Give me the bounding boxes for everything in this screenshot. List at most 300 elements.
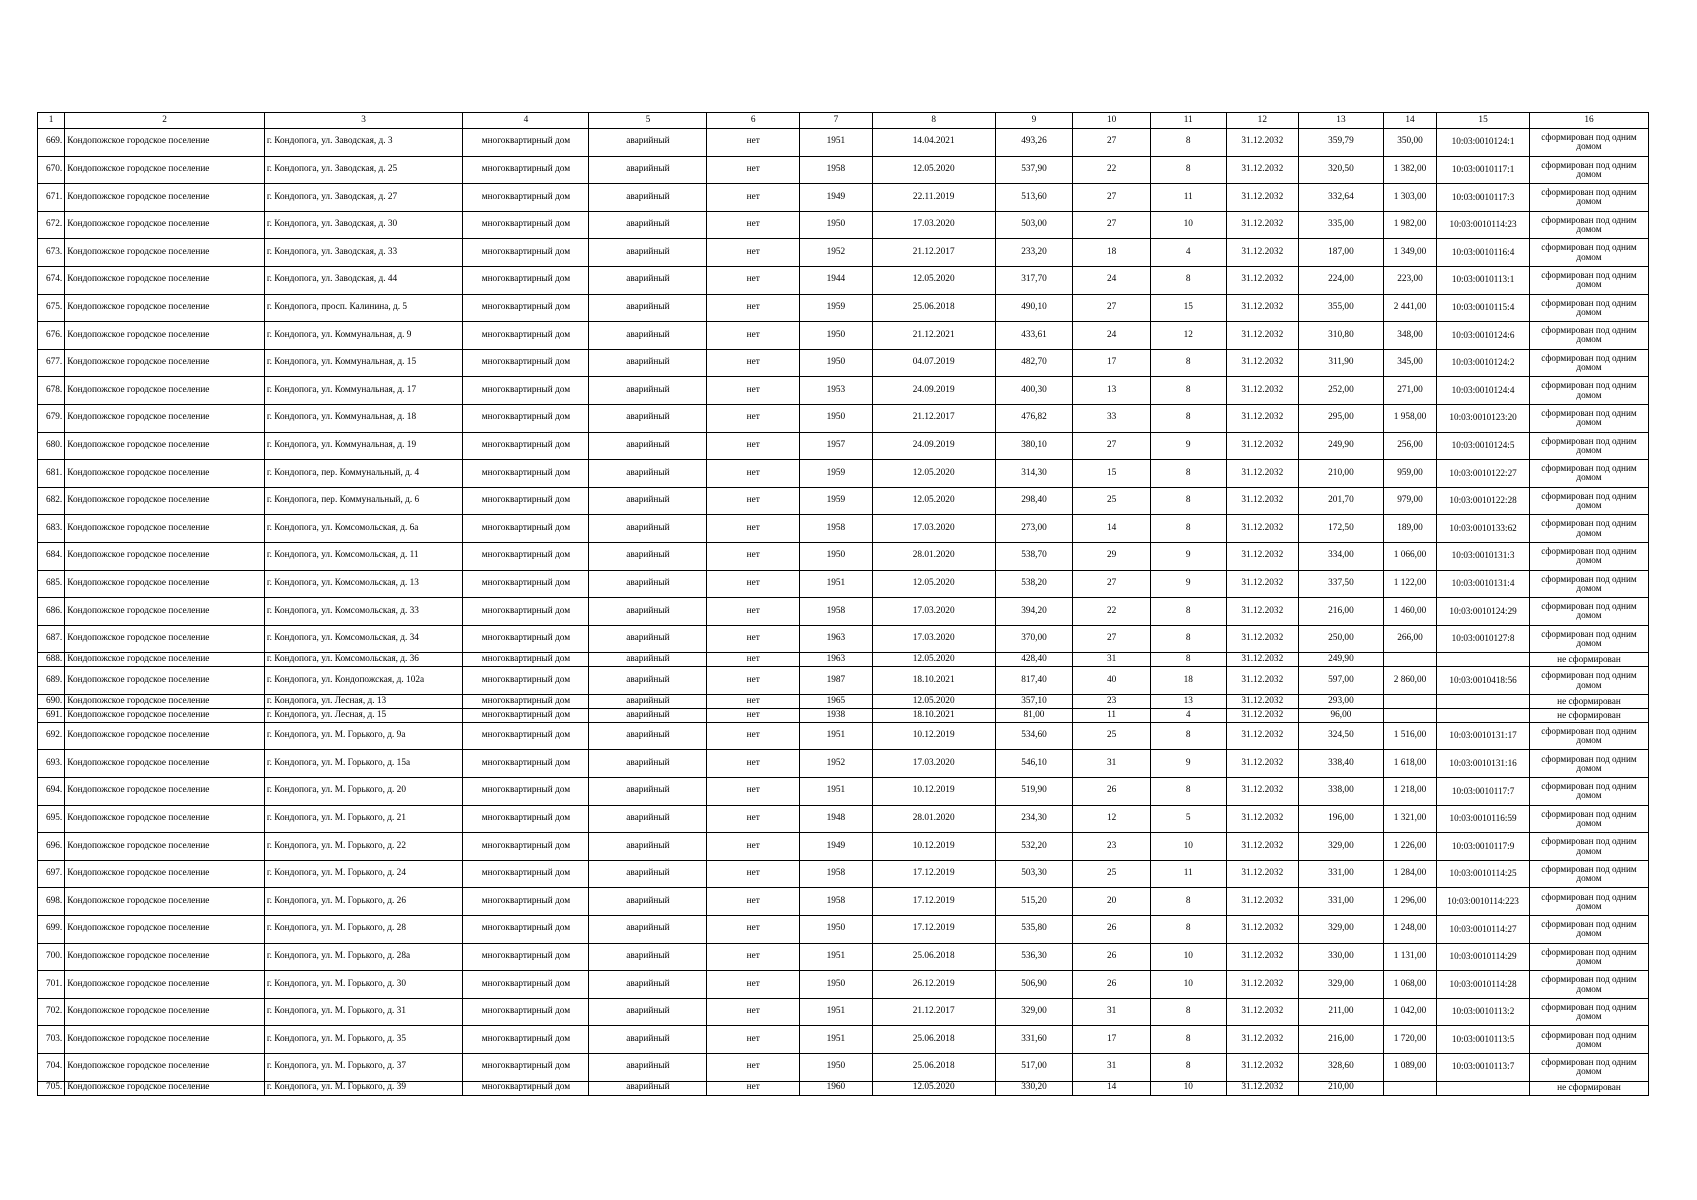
table-cell: Кондопожское городское поселение xyxy=(65,515,265,543)
table-cell: г. Кондопога, ул. Заводская, д. 33 xyxy=(264,239,463,267)
table-cell: сформирован под одним домом xyxy=(1529,943,1648,971)
table-cell: Кондопожское городское поселение xyxy=(65,805,265,833)
table-cell: 1948 xyxy=(800,805,873,833)
table-cell: 10 xyxy=(1150,943,1226,971)
table-cell: многоквартирный дом xyxy=(463,778,589,806)
column-number-cell: 3 xyxy=(264,113,463,129)
column-number-cell: 10 xyxy=(1073,113,1151,129)
table-cell: сформирован под одним домом xyxy=(1529,211,1648,239)
table-cell: 31.12.2032 xyxy=(1226,404,1299,432)
table-cell: 428,40 xyxy=(995,653,1073,667)
table-cell: 1965 xyxy=(800,694,873,708)
table-row xyxy=(38,833,1649,861)
table-cell: 12.05.2020 xyxy=(872,694,995,708)
table-cell: 10 xyxy=(1150,211,1226,239)
table-cell: нет xyxy=(707,833,800,861)
table-cell: 12.05.2020 xyxy=(872,570,995,598)
table-cell: аварийный xyxy=(589,460,707,488)
table-cell: 1950 xyxy=(800,542,873,570)
table-cell: 31.12.2032 xyxy=(1226,294,1299,322)
table-cell: нет xyxy=(707,860,800,888)
table-cell: 697. xyxy=(38,860,65,888)
table-cell: 394,20 xyxy=(995,598,1073,626)
table-cell: 29 xyxy=(1073,542,1151,570)
table-row xyxy=(38,570,1649,598)
table-cell: 13 xyxy=(1150,694,1226,708)
table-cell: 10:03:0010117:9 xyxy=(1437,833,1530,861)
table-cell: Кондопожское городское поселение xyxy=(65,487,265,515)
table-cell: 252,00 xyxy=(1299,377,1384,405)
table-cell xyxy=(1437,1081,1530,1095)
table-cell: многоквартирный дом xyxy=(463,750,589,778)
table-cell: нет xyxy=(707,129,800,157)
table-cell: 8 xyxy=(1150,653,1226,667)
table-cell: 10:03:0010124:29 xyxy=(1437,598,1530,626)
table-cell: 687. xyxy=(38,625,65,653)
table-cell: сформирован под одним домом xyxy=(1529,542,1648,570)
table-cell: 27 xyxy=(1073,625,1151,653)
table-cell: 546,10 xyxy=(995,750,1073,778)
table-cell: аварийный xyxy=(589,239,707,267)
table-cell: 17.03.2020 xyxy=(872,625,995,653)
table-cell: нет xyxy=(707,515,800,543)
table-cell xyxy=(1437,694,1530,708)
table-cell: 14 xyxy=(1073,515,1151,543)
table-cell: не сформирован xyxy=(1529,708,1648,722)
table-cell: 1 296,00 xyxy=(1383,888,1436,916)
table-cell: 256,00 xyxy=(1383,432,1436,460)
table-cell: 31.12.2032 xyxy=(1226,998,1299,1026)
table-cell: 11 xyxy=(1073,708,1151,722)
table-cell: 12.05.2020 xyxy=(872,460,995,488)
column-number-cell: 11 xyxy=(1150,113,1226,129)
table-cell: сформирован под одним домом xyxy=(1529,515,1648,543)
table-cell: нет xyxy=(707,653,800,667)
table-cell: 1 618,00 xyxy=(1383,750,1436,778)
table-cell: 298,40 xyxy=(995,487,1073,515)
table-cell: 25 xyxy=(1073,487,1151,515)
table-cell: 1 460,00 xyxy=(1383,598,1436,626)
table-cell: 24 xyxy=(1073,266,1151,294)
table-cell: аварийный xyxy=(589,750,707,778)
table-row xyxy=(38,1026,1649,1054)
table-cell: сформирован под одним домом xyxy=(1529,349,1648,377)
table-cell: 8 xyxy=(1150,625,1226,653)
table-cell: 33 xyxy=(1073,404,1151,432)
table-cell: 1951 xyxy=(800,1026,873,1054)
table-cell: аварийный xyxy=(589,625,707,653)
table-cell: нет xyxy=(707,349,800,377)
table-cell: аварийный xyxy=(589,998,707,1026)
table-cell: Кондопожское городское поселение xyxy=(65,542,265,570)
table-cell: г. Кондопога, ул. Коммунальная, д. 17 xyxy=(264,377,463,405)
table-cell: нет xyxy=(707,805,800,833)
table-cell: 10:03:0010113:5 xyxy=(1437,1026,1530,1054)
table-cell: 31.12.2032 xyxy=(1226,943,1299,971)
table-cell: нет xyxy=(707,570,800,598)
table-cell: 20 xyxy=(1073,888,1151,916)
table-cell: многоквартирный дом xyxy=(463,971,589,999)
table-cell: аварийный xyxy=(589,515,707,543)
table-cell: г. Кондопога, ул. М. Горького, д. 35 xyxy=(264,1026,463,1054)
table-cell: 31.12.2032 xyxy=(1226,750,1299,778)
table-cell: 1950 xyxy=(800,322,873,350)
table-cell: 335,00 xyxy=(1299,211,1384,239)
table-cell: Кондопожское городское поселение xyxy=(65,1026,265,1054)
table-cell: 25 xyxy=(1073,860,1151,888)
table-row xyxy=(38,266,1649,294)
table-cell: многоквартирный дом xyxy=(463,211,589,239)
table-cell xyxy=(1437,653,1530,667)
table-cell: нет xyxy=(707,888,800,916)
table-cell: 10:03:0010117:7 xyxy=(1437,778,1530,806)
table-cell: 345,00 xyxy=(1383,349,1436,377)
table-cell: многоквартирный дом xyxy=(463,667,589,695)
table-cell xyxy=(1383,708,1436,722)
table-cell: 11 xyxy=(1150,184,1226,212)
table-cell: многоквартирный дом xyxy=(463,722,589,750)
table-cell: 1950 xyxy=(800,404,873,432)
table-cell: 10:03:0010116:59 xyxy=(1437,805,1530,833)
table-row xyxy=(38,667,1649,695)
table-cell: сформирован под одним домом xyxy=(1529,833,1648,861)
table-cell: многоквартирный дом xyxy=(463,266,589,294)
table-cell: 17 xyxy=(1073,1026,1151,1054)
table-cell: 1959 xyxy=(800,487,873,515)
table-cell: 328,60 xyxy=(1299,1054,1384,1082)
table-row xyxy=(38,432,1649,460)
table-cell: 329,00 xyxy=(1299,833,1384,861)
column-number-cell: 15 xyxy=(1437,113,1530,129)
table-cell: 688. xyxy=(38,653,65,667)
table-cell: аварийный xyxy=(589,570,707,598)
table-cell: 1958 xyxy=(800,598,873,626)
table-cell: аварийный xyxy=(589,156,707,184)
table-cell: многоквартирный дом xyxy=(463,1081,589,1095)
table-cell: 31.12.2032 xyxy=(1226,708,1299,722)
table-cell: 334,00 xyxy=(1299,542,1384,570)
table-cell: 233,20 xyxy=(995,239,1073,267)
table-cell: аварийный xyxy=(589,1081,707,1095)
table-cell: многоквартирный дом xyxy=(463,156,589,184)
table-cell: аварийный xyxy=(589,1054,707,1082)
table-cell: аварийный xyxy=(589,653,707,667)
table-cell: 1959 xyxy=(800,294,873,322)
table-cell: сформирован под одним домом xyxy=(1529,722,1648,750)
table-cell: 172,50 xyxy=(1299,515,1384,543)
table-cell: 10 xyxy=(1150,1081,1226,1095)
table-cell: г. Кондопога, ул. Коммунальная, д. 9 xyxy=(264,322,463,350)
table-cell: 10:03:0010114:28 xyxy=(1437,971,1530,999)
table-row xyxy=(38,943,1649,971)
table-cell: 515,20 xyxy=(995,888,1073,916)
table-cell: 31.12.2032 xyxy=(1226,653,1299,667)
table-cell: нет xyxy=(707,460,800,488)
table-cell: 31.12.2032 xyxy=(1226,460,1299,488)
table-cell: 348,00 xyxy=(1383,322,1436,350)
table-row xyxy=(38,515,1649,543)
table-cell: 506,90 xyxy=(995,971,1073,999)
table-cell xyxy=(1383,694,1436,708)
table-cell: 8 xyxy=(1150,156,1226,184)
table-cell: Кондопожское городское поселение xyxy=(65,349,265,377)
table-cell: 330,20 xyxy=(995,1081,1073,1095)
table-cell: 10:03:0010116:4 xyxy=(1437,239,1530,267)
column-number-cell: 12 xyxy=(1226,113,1299,129)
table-cell: 329,00 xyxy=(1299,971,1384,999)
table-cell: г. Кондопога, ул. Заводская, д. 30 xyxy=(264,211,463,239)
table-cell: 370,00 xyxy=(995,625,1073,653)
table-cell: нет xyxy=(707,722,800,750)
table-cell: 2 441,00 xyxy=(1383,294,1436,322)
table-cell: 31.12.2032 xyxy=(1226,487,1299,515)
table-cell: 31.12.2032 xyxy=(1226,129,1299,157)
table-cell: 31.12.2032 xyxy=(1226,598,1299,626)
table-cell: Кондопожское городское поселение xyxy=(65,860,265,888)
table-cell: 26.12.2019 xyxy=(872,971,995,999)
table-cell: Кондопожское городское поселение xyxy=(65,750,265,778)
table-cell: 271,00 xyxy=(1383,377,1436,405)
table-cell: 21.12.2017 xyxy=(872,998,995,1026)
table-cell: 1 248,00 xyxy=(1383,916,1436,944)
table-cell: 705. xyxy=(38,1081,65,1095)
table-cell: 338,40 xyxy=(1299,750,1384,778)
table-cell: сформирован под одним домом xyxy=(1529,294,1648,322)
table-cell: 04.07.2019 xyxy=(872,349,995,377)
table-cell: 1 218,00 xyxy=(1383,778,1436,806)
table-cell: 10:03:0010124:6 xyxy=(1437,322,1530,350)
table-cell: г. Кондопога, ул. Комсомольская, д. 13 xyxy=(264,570,463,598)
table-cell: многоквартирный дом xyxy=(463,833,589,861)
table-row xyxy=(38,694,1649,708)
table-cell: 31.12.2032 xyxy=(1226,239,1299,267)
table-cell: 1949 xyxy=(800,184,873,212)
table-cell: нет xyxy=(707,432,800,460)
table-row xyxy=(38,156,1649,184)
table-cell: 692. xyxy=(38,722,65,750)
table-cell: аварийный xyxy=(589,1026,707,1054)
table-cell: г. Кондопога, ул. М. Горького, д. 39 xyxy=(264,1081,463,1095)
table-cell: сформирован под одним домом xyxy=(1529,598,1648,626)
table-cell: нет xyxy=(707,542,800,570)
table-row xyxy=(38,294,1649,322)
table-cell: Кондопожское городское поселение xyxy=(65,1081,265,1095)
table-cell: нет xyxy=(707,694,800,708)
table-cell: 22 xyxy=(1073,156,1151,184)
table-cell: 337,50 xyxy=(1299,570,1384,598)
table-cell: г. Кондопога, ул. М. Горького, д. 21 xyxy=(264,805,463,833)
table-row xyxy=(38,542,1649,570)
table-cell: сформирован под одним домом xyxy=(1529,805,1648,833)
table-cell: 26 xyxy=(1073,971,1151,999)
table-cell: 22.11.2019 xyxy=(872,184,995,212)
table-row xyxy=(38,916,1649,944)
table-cell: 249,90 xyxy=(1299,653,1384,667)
table-cell: 490,10 xyxy=(995,294,1073,322)
table-cell: 1952 xyxy=(800,750,873,778)
table-cell: 10.12.2019 xyxy=(872,722,995,750)
table-cell: многоквартирный дом xyxy=(463,653,589,667)
table-cell: 689. xyxy=(38,667,65,695)
column-number-cell: 14 xyxy=(1383,113,1436,129)
table-cell: 12.05.2020 xyxy=(872,653,995,667)
table-cell: 1951 xyxy=(800,570,873,598)
table-cell: 670. xyxy=(38,156,65,184)
table-cell: 330,00 xyxy=(1299,943,1384,971)
table-cell: 1951 xyxy=(800,722,873,750)
table-cell: многоквартирный дом xyxy=(463,598,589,626)
table-cell: 26 xyxy=(1073,916,1151,944)
table-cell: 1963 xyxy=(800,625,873,653)
table-cell: аварийный xyxy=(589,694,707,708)
table-cell: 196,00 xyxy=(1299,805,1384,833)
table-cell: 1950 xyxy=(800,211,873,239)
table-cell: 8 xyxy=(1150,998,1226,1026)
table-cell: аварийный xyxy=(589,943,707,971)
table-cell: аварийный xyxy=(589,833,707,861)
table-cell: 216,00 xyxy=(1299,1026,1384,1054)
table-row xyxy=(38,322,1649,350)
column-number-row xyxy=(38,113,1649,129)
table-cell: 210,00 xyxy=(1299,1081,1384,1095)
table-cell: Кондопожское городское поселение xyxy=(65,211,265,239)
table-cell: 31.12.2032 xyxy=(1226,694,1299,708)
table-cell: 31.12.2032 xyxy=(1226,156,1299,184)
table-cell: 1 066,00 xyxy=(1383,542,1436,570)
table-cell: Кондопожское городское поселение xyxy=(65,943,265,971)
table-cell: многоквартирный дом xyxy=(463,294,589,322)
table-cell: 12 xyxy=(1073,805,1151,833)
table-cell: 1958 xyxy=(800,156,873,184)
table-cell: 400,30 xyxy=(995,377,1073,405)
table-cell: аварийный xyxy=(589,404,707,432)
table-cell: Кондопожское городское поселение xyxy=(65,708,265,722)
table-cell: 31.12.2032 xyxy=(1226,860,1299,888)
table-cell: 1 226,00 xyxy=(1383,833,1436,861)
table-cell: 672. xyxy=(38,211,65,239)
table-cell: 671. xyxy=(38,184,65,212)
table-cell: 1957 xyxy=(800,432,873,460)
table-cell: Кондопожское городское поселение xyxy=(65,694,265,708)
table-cell: 10:03:0010117:1 xyxy=(1437,156,1530,184)
table-cell: нет xyxy=(707,377,800,405)
table-cell: 331,00 xyxy=(1299,888,1384,916)
table-cell: 15 xyxy=(1073,460,1151,488)
table-cell: 538,70 xyxy=(995,542,1073,570)
table-cell: 10:03:0010113:7 xyxy=(1437,1054,1530,1082)
table-cell: многоквартирный дом xyxy=(463,515,589,543)
table-cell: 701. xyxy=(38,971,65,999)
table-cell: нет xyxy=(707,156,800,184)
table-cell: 1 958,00 xyxy=(1383,404,1436,432)
table-row xyxy=(38,404,1649,432)
table-cell: 535,80 xyxy=(995,916,1073,944)
table-cell: аварийный xyxy=(589,377,707,405)
table-cell: г. Кондопога, ул. Заводская, д. 3 xyxy=(264,129,463,157)
table-cell: Кондопожское городское поселение xyxy=(65,971,265,999)
table-cell: 81,00 xyxy=(995,708,1073,722)
table-cell: 355,00 xyxy=(1299,294,1384,322)
table-cell: многоквартирный дом xyxy=(463,998,589,1026)
table-row xyxy=(38,860,1649,888)
table-cell: г. Кондопога, ул. М. Горького, д. 20 xyxy=(264,778,463,806)
table-cell: 10 xyxy=(1150,971,1226,999)
table-cell: г. Кондопога, ул. М. Горького, д. 9а xyxy=(264,722,463,750)
table-cell: 476,82 xyxy=(995,404,1073,432)
table-cell: 249,90 xyxy=(1299,432,1384,460)
table-row xyxy=(38,998,1649,1026)
table-cell: 702. xyxy=(38,998,65,1026)
table-cell: г. Кондопога, ул. Комсомольская, д. 11 xyxy=(264,542,463,570)
table-cell: 680. xyxy=(38,432,65,460)
table-cell: многоквартирный дом xyxy=(463,708,589,722)
table-cell: 18 xyxy=(1150,667,1226,695)
table-cell: 31.12.2032 xyxy=(1226,971,1299,999)
table-cell: сформирован под одним домом xyxy=(1529,432,1648,460)
table-cell: 1958 xyxy=(800,515,873,543)
table-cell: 1 042,00 xyxy=(1383,998,1436,1026)
table-cell: не сформирован xyxy=(1529,694,1648,708)
table-cell: 26 xyxy=(1073,943,1151,971)
table-cell: 12.05.2020 xyxy=(872,1081,995,1095)
table-cell: 332,64 xyxy=(1299,184,1384,212)
table-cell: 1951 xyxy=(800,998,873,1026)
table-cell: 433,61 xyxy=(995,322,1073,350)
table-cell: Кондопожское городское поселение xyxy=(65,377,265,405)
table-cell: 24.09.2019 xyxy=(872,432,995,460)
table-cell: 189,00 xyxy=(1383,515,1436,543)
table-row xyxy=(38,708,1649,722)
table-cell: 266,00 xyxy=(1383,625,1436,653)
table-cell: 23 xyxy=(1073,694,1151,708)
table-cell: г. Кондопога, ул. М. Горького, д. 22 xyxy=(264,833,463,861)
table-cell: нет xyxy=(707,266,800,294)
table-cell: г. Кондопога, ул. Кондопожская, д. 102а xyxy=(264,667,463,695)
table-cell: 11 xyxy=(1150,860,1226,888)
table-cell: 8 xyxy=(1150,404,1226,432)
table-cell: 25.06.2018 xyxy=(872,1054,995,1082)
table-cell: 31 xyxy=(1073,998,1151,1026)
table-cell: 2 860,00 xyxy=(1383,667,1436,695)
table-row xyxy=(38,722,1649,750)
table-cell: аварийный xyxy=(589,322,707,350)
table-cell: нет xyxy=(707,750,800,778)
table-cell: нет xyxy=(707,625,800,653)
table-cell: 1 303,00 xyxy=(1383,184,1436,212)
table-cell: нет xyxy=(707,667,800,695)
table-cell: нет xyxy=(707,487,800,515)
table-cell: 679. xyxy=(38,404,65,432)
table-cell: г. Кондопога, ул. М. Горького, д. 15а xyxy=(264,750,463,778)
table-cell: 350,00 xyxy=(1383,129,1436,157)
table-cell: 15 xyxy=(1150,294,1226,322)
table-cell: 8 xyxy=(1150,515,1226,543)
table-cell: 250,00 xyxy=(1299,625,1384,653)
table-cell: сформирован под одним домом xyxy=(1529,404,1648,432)
table-cell: Кондопожское городское поселение xyxy=(65,653,265,667)
table-cell: 17.03.2020 xyxy=(872,598,995,626)
table-cell: 10:03:0010124:1 xyxy=(1437,129,1530,157)
table-cell: 674. xyxy=(38,266,65,294)
table-cell: аварийный xyxy=(589,598,707,626)
table-cell: г. Кондопога, просп. Калинина, д. 5 xyxy=(264,294,463,322)
table-cell: 8 xyxy=(1150,1054,1226,1082)
table-cell: 685. xyxy=(38,570,65,598)
table-cell: аварийный xyxy=(589,971,707,999)
table-cell: 1944 xyxy=(800,266,873,294)
column-number-cell: 16 xyxy=(1529,113,1648,129)
table-cell: 17.03.2020 xyxy=(872,211,995,239)
